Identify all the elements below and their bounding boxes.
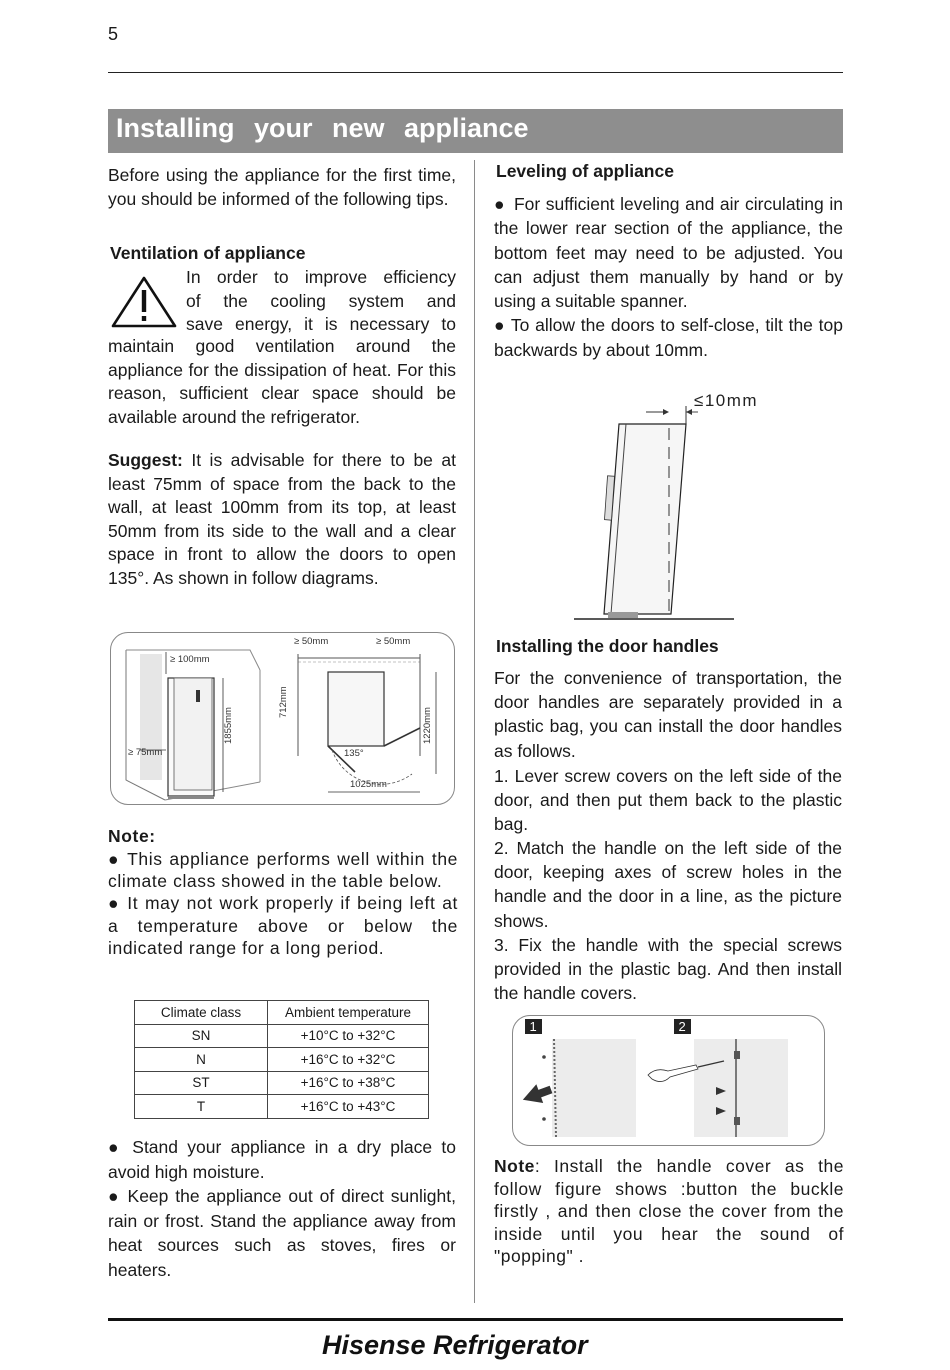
width-open-label: 1025mm (350, 779, 387, 790)
leveling-bullet-1-text: For sufficient leveling and air circulating in the lower rear section of the appliance, the bottom feet may need to be adjusted. You can adjust them manually by hand or by using a suitable spanner. (494, 194, 843, 312)
temperature-cell: +10°C to +32°C (268, 1024, 429, 1048)
temperature-cell: +16°C to +38°C (268, 1071, 429, 1095)
climate-class-cell: N (135, 1048, 268, 1072)
handle-step-2: 2. Match the handle on the left side of the door, keeping axes of screw holes in the handle and the door in a line, as the picture shows. (494, 838, 842, 931)
depth-label: 712mm (278, 686, 289, 718)
ventilation-line-2: of the cooling system and (186, 290, 456, 311)
note-bullet-1-text: This appliance performs well within the climate class showed in the table below. (108, 849, 458, 892)
bottom-bullets (108, 1135, 456, 1282)
note-bullet-2: ● It may not work properly if being left at a temperature above or below the indicated range for a long period. (108, 893, 458, 958)
header-climate-class: Climate class (135, 1001, 268, 1025)
top-clearance-label: ≥ 100mm (170, 654, 210, 665)
table-header-row (135, 1001, 429, 1025)
header-rule (108, 72, 843, 73)
back-clearance-label: ≥ 75mm (128, 747, 163, 758)
suggest-paragraph (108, 449, 456, 590)
sunlight-bullet: ● Keep the appliance out of direct sunlight, rain or frost. Stand the appliance away from heat sources such as stoves, fires or heaters. (108, 1186, 456, 1280)
leveling-bullet-1: ● For sufficient leveling and air circulating in the lower rear section of the appliance, the bottom feet may need to be adjusted. You can adjust them manually by hand or by using a suitable spanner. (494, 194, 843, 312)
note-bullet-1: ● This appliance performs well within the climate class showed in the table below. (108, 849, 458, 892)
tilt-diagram (570, 388, 759, 624)
page-number: 5 (108, 24, 119, 44)
note-bullet-2-text: It may not work properly if being left at a temperature above or below the indicated range for a long period. (108, 893, 458, 958)
clearance-diagram (110, 632, 454, 804)
suggest-label: Suggest: (108, 450, 183, 470)
leveling-heading: Leveling of appliance (496, 161, 674, 181)
height-label: 1855mm (223, 707, 234, 744)
figure-2-label: 2 (678, 1019, 686, 1034)
temperature-cell: +16°C to +32°C (268, 1048, 429, 1072)
temperature-cell: +16°C to +43°C (268, 1095, 429, 1119)
depth-open-label: 1220mm (422, 707, 433, 744)
climate-table (134, 1000, 429, 1119)
dry-place-bullet: ● Stand your appliance in a dry place to avoid high moisture. (108, 1137, 456, 1182)
handles-heading: Installing the door handles (496, 636, 719, 656)
header-ambient-temperature: Ambient temperature (268, 1001, 429, 1025)
handle-cover-note (494, 1155, 844, 1268)
section-title-bar (108, 109, 843, 153)
leveling-bullet-2: ● To allow the doors to self-close, tilt the top backwards by about 10mm. (494, 315, 843, 360)
climate-class-cell: ST (135, 1071, 268, 1095)
figure-1-label: 1 (529, 1019, 537, 1034)
angle-label: 135° (344, 748, 364, 759)
table-row (135, 1048, 429, 1072)
handles-intro: For the convenience of transportation, the door handles are separately provided in a plastic bag, you can install the door handles as follows. (494, 668, 842, 761)
footer-brand: Hisense Refrigerator (322, 1330, 588, 1360)
climate-class-cell: SN (135, 1024, 268, 1048)
footer-rule (108, 1318, 843, 1321)
side-left-clearance-label: ≥ 50mm (294, 636, 329, 647)
ventilation-line-3: save energy, it is necessary to (186, 314, 456, 334)
note-bullets (108, 848, 458, 959)
handle-note-label: Note (494, 1156, 535, 1176)
ventilation-heading: Ventilation of appliance (110, 243, 306, 263)
table-row (135, 1071, 429, 1095)
sunlight-text: Keep the appliance out of direct sunlight, rain or frost. Stand the appliance away from heat sources such as stoves, fires or heaters. (108, 1186, 456, 1280)
side-right-clearance-label: ≥ 50mm (376, 636, 411, 647)
section-title: Installing your new appliance (116, 113, 529, 143)
handle-figure (512, 1015, 824, 1145)
intro-paragraph: Before using the appliance for the first time, you should be informed of the following tips. (108, 165, 456, 209)
leveling-bullet-2-text: To allow the doors to self-close, tilt the top backwards by about 10mm. (494, 315, 843, 360)
leveling-bullets (494, 192, 843, 362)
warning-triangle-icon (110, 275, 178, 329)
table-row (135, 1095, 429, 1119)
climate-class-cell: T (135, 1095, 268, 1119)
note-heading: Note: (108, 826, 156, 846)
ventilation-continuation: maintain good ventilation around the appliance for the dissipation of heat. For this reason, sufficient clear space should be available around the refrigerator. (108, 336, 456, 427)
suggest-text: It is advisable for there to be at least 75mm of space from the back to the wall, at least 100mm from its top, at least 50mm from its side to the wall and a clear space in front to allow the doors to open 135°. As shown in follow diagrams. (108, 450, 456, 588)
handle-note-text: : Install the handle cover as the follow figure shows :button the buckle firstly , and then close the cover from the inside until you hear the sound of "popping" . (494, 1156, 844, 1266)
table-row (135, 1024, 429, 1048)
ventilation-line-1: In order to improve efficiency (186, 267, 456, 287)
column-divider (474, 160, 475, 1303)
ventilation-lines-beside-icon (186, 266, 456, 337)
handles-steps (494, 764, 842, 1005)
dry-place-text: Stand your appliance in a dry place to avoid high moisture. (108, 1137, 456, 1182)
handle-step-1: 1. Lever screw covers on the left side of the door, and then put them back to the plastic bag. (494, 766, 842, 835)
tilt-label: ≤10mm (694, 391, 759, 410)
handle-step-3: 3. Fix the handle with the special screws provided in the plastic bag. And then install the handle covers. (494, 934, 842, 1003)
